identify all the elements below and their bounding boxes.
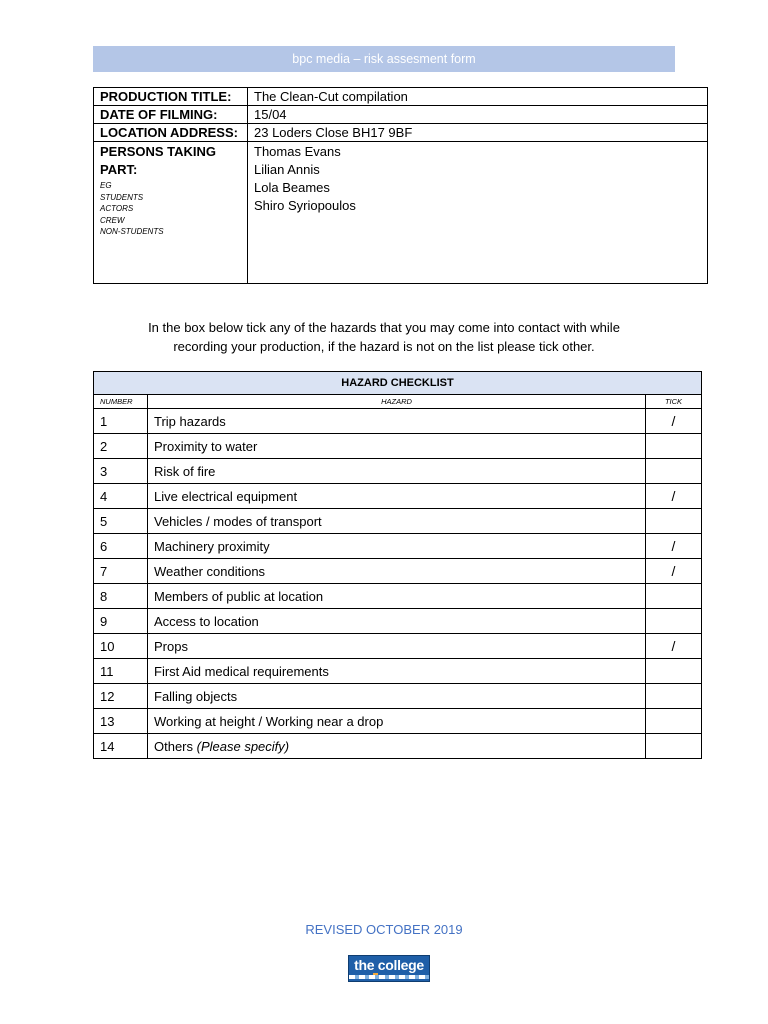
- persons-examples: [100, 180, 241, 238]
- hazard-tick-cell[interactable]: [646, 459, 702, 484]
- hazard-row: [94, 609, 702, 634]
- hazard-number: 14: [94, 734, 148, 759]
- hazard-row: [94, 709, 702, 734]
- hazard-tick-cell[interactable]: [646, 609, 702, 634]
- hazard-row: [94, 634, 702, 659]
- hazard-number: 7: [94, 559, 148, 584]
- instructions-line-1: In the box below tick any of the hazards that you may come into contact with while: [148, 320, 620, 335]
- hazard-name: Working at height / Working near a drop: [148, 709, 646, 734]
- hazard-name: Live electrical equipment: [148, 484, 646, 509]
- hazard-number: 13: [94, 709, 148, 734]
- hazard-row: [94, 559, 702, 584]
- date-label: DATE OF FILMING:: [94, 106, 248, 124]
- hazard-number: 4: [94, 484, 148, 509]
- hazard-tick-cell[interactable]: /: [646, 534, 702, 559]
- hazard-tick-cell[interactable]: [646, 509, 702, 534]
- persons-label-cell: [94, 142, 248, 284]
- example-item: NON-STUDENTS: [100, 227, 164, 236]
- hazard-row: [94, 734, 702, 759]
- hazard-tick-cell[interactable]: /: [646, 634, 702, 659]
- hazard-row: [94, 409, 702, 434]
- location-value: 23 Loders Close BH17 9BF: [248, 124, 708, 142]
- hazard-number: 2: [94, 434, 148, 459]
- hazard-name: Machinery proximity: [148, 534, 646, 559]
- hazard-row: [94, 684, 702, 709]
- hazard-tick-cell[interactable]: /: [646, 484, 702, 509]
- person-name: Thomas Evans: [254, 144, 341, 159]
- production-title-value: The Clean-Cut compilation: [248, 88, 708, 106]
- hazard-row: [94, 534, 702, 559]
- hazard-name: Access to location: [148, 609, 646, 634]
- hazard-tick-cell[interactable]: [646, 684, 702, 709]
- hazard-number: 9: [94, 609, 148, 634]
- hazard-name-cell: [148, 734, 646, 759]
- hazard-tick-cell[interactable]: [646, 709, 702, 734]
- hazard-checklist-table: [93, 371, 702, 759]
- hazard-number: 5: [94, 509, 148, 534]
- hazard-number: 8: [94, 584, 148, 609]
- hazard-row: [94, 484, 702, 509]
- hazard-name: Others: [154, 738, 194, 754]
- hazard-name: Risk of fire: [148, 459, 646, 484]
- person-name: Lola Beames: [254, 180, 330, 195]
- hazard-tick-cell[interactable]: [646, 434, 702, 459]
- hazard-tick-cell[interactable]: [646, 734, 702, 759]
- hazard-tick-cell[interactable]: [646, 659, 702, 684]
- hazard-name: Weather conditions: [148, 559, 646, 584]
- example-item: CREW: [100, 215, 125, 225]
- example-item: EG: [100, 181, 112, 190]
- form-title-banner: bpc media – risk assesment form: [93, 46, 675, 72]
- hazard-tick-cell[interactable]: [646, 584, 702, 609]
- hazard-name: Falling objects: [148, 684, 646, 709]
- hazard-row: [94, 584, 702, 609]
- hazard-row: [94, 659, 702, 684]
- hazard-tick-cell[interactable]: /: [646, 559, 702, 584]
- column-header-number: NUMBER: [94, 395, 148, 409]
- column-header-hazard: HAZARD: [148, 395, 646, 409]
- hazard-name: Trip hazards: [148, 409, 646, 434]
- hazard-name: First Aid medical requirements: [148, 659, 646, 684]
- revision-note: REVISED OCTOBER 2019: [305, 922, 463, 937]
- persons-list: [248, 142, 708, 284]
- college-logo: [348, 955, 430, 982]
- college-logo-text: the college: [354, 957, 424, 973]
- person-name: Shiro Syriopoulos: [254, 198, 356, 213]
- hazard-number: 10: [94, 634, 148, 659]
- instructions-line-2: recording your production, if the hazard is not on the list please tick other.: [173, 339, 595, 354]
- hazard-name: Props: [148, 634, 646, 659]
- person-name: Lilian Annis: [254, 162, 320, 177]
- hazard-number: 12: [94, 684, 148, 709]
- hazard-name: Vehicles / modes of transport: [148, 509, 646, 534]
- hazard-tick-cell[interactable]: /: [646, 409, 702, 434]
- date-value: 15/04: [248, 106, 708, 124]
- column-header-tick: TICK: [646, 395, 702, 409]
- instructions: [93, 318, 675, 356]
- hazard-row: [94, 459, 702, 484]
- hazard-number: 11: [94, 659, 148, 684]
- hazard-row: [94, 509, 702, 534]
- persons-label-line-1: PERSONS TAKING: [100, 144, 217, 159]
- hazard-number: 1: [94, 409, 148, 434]
- hazard-number: 3: [94, 459, 148, 484]
- persons-label-line-2: PART:: [100, 162, 138, 177]
- hazard-checklist-title: HAZARD CHECKLIST: [94, 372, 702, 395]
- logo-wave: [349, 975, 429, 979]
- production-info-table: [93, 87, 708, 284]
- location-label: LOCATION ADDRESS:: [94, 124, 248, 142]
- example-item: STUDENTS: [100, 192, 144, 202]
- hazard-number: 6: [94, 534, 148, 559]
- example-item: ACTORS: [100, 204, 134, 213]
- production-title-label: PRODUCTION TITLE:: [94, 88, 248, 106]
- hazard-name: Proximity to water: [148, 434, 646, 459]
- hazard-row: [94, 434, 702, 459]
- hazard-name: Members of public at location: [148, 584, 646, 609]
- others-specify-note: (Please specify): [196, 738, 290, 754]
